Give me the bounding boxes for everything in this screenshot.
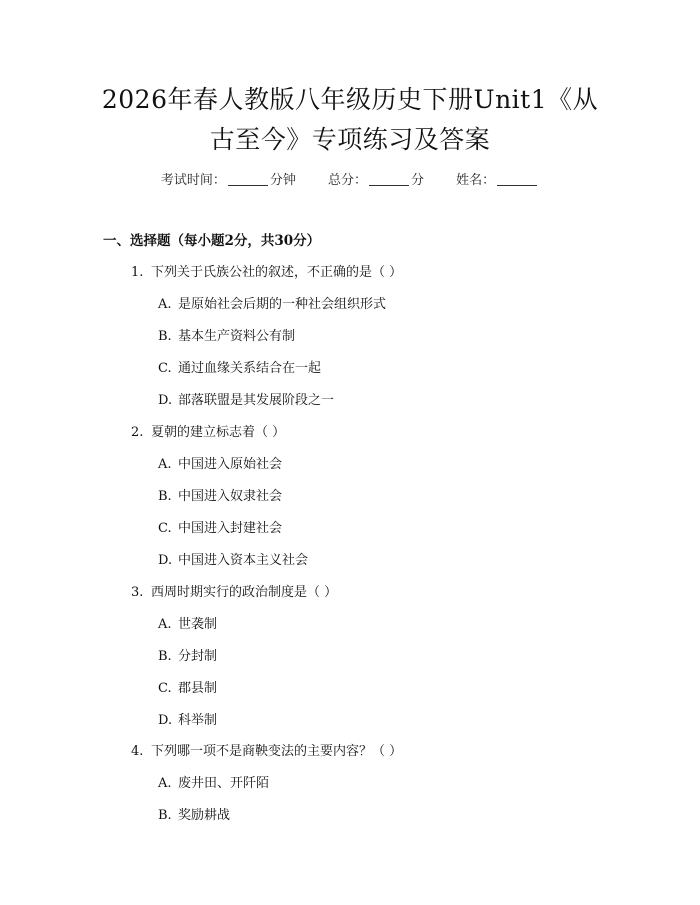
question-number: 1. — [131, 265, 144, 280]
question-text: 夏朝的建立标志着（ ） — [151, 425, 286, 440]
question-number: 4. — [131, 744, 144, 759]
option-letter: A. — [158, 617, 172, 632]
option-text: 是原始社会后期的一种社会组织形式 — [178, 297, 387, 312]
question-2-option-b — [158, 485, 282, 504]
question-1-option-c — [158, 357, 321, 376]
document-title-line-1: 2026年春人教版八年级历史下册Unit1《从 — [101, 85, 599, 114]
option-letter: B. — [158, 808, 172, 823]
option-text: 分封制 — [178, 649, 218, 664]
option-letter: C. — [158, 361, 172, 376]
question-3-option-a — [158, 613, 217, 632]
question-2-option-a — [158, 453, 282, 472]
question-number: 3. — [131, 585, 144, 600]
question-1-option-a — [158, 293, 386, 312]
exam-meta-row — [0, 169, 700, 188]
option-letter: D. — [158, 553, 173, 568]
option-text: 科举制 — [178, 713, 218, 728]
option-text: 通过血缘关系结合在一起 — [178, 361, 322, 376]
option-letter: A. — [158, 776, 172, 791]
total-score-field — [328, 169, 424, 188]
question-text: 下列关于氏族公社的叙述，不正确的是（ ） — [151, 265, 403, 280]
option-letter: C. — [158, 681, 172, 696]
option-text: 中国进入原始社会 — [178, 457, 283, 472]
question-1 — [131, 261, 402, 280]
question-text: 下列哪一项不是商鞅变法的主要内容？（ ） — [151, 744, 403, 759]
total-score-unit: 分 — [411, 173, 425, 188]
name-label: 姓名： — [456, 173, 496, 188]
option-text: 中国进入资本主义社会 — [178, 553, 309, 568]
question-3-option-b — [158, 645, 217, 664]
total-score-blank — [369, 173, 409, 186]
option-letter: B. — [158, 649, 172, 664]
question-1-option-d — [158, 389, 334, 408]
name-blank — [497, 173, 537, 186]
option-letter: D. — [158, 713, 173, 728]
question-3-option-d — [158, 709, 217, 728]
question-2-option-d — [158, 549, 308, 568]
option-letter: A. — [158, 297, 172, 312]
question-number: 2. — [131, 425, 144, 440]
exam-time-field — [161, 169, 296, 188]
document-title-line-2: 古至今》专项练习及答案 — [209, 125, 491, 154]
exam-time-blank — [228, 173, 268, 186]
option-text: 部落联盟是其发展阶段之一 — [178, 393, 335, 408]
option-text: 废井田、开阡陌 — [178, 776, 270, 791]
option-letter: C. — [158, 521, 172, 536]
option-text: 中国进入奴隶社会 — [178, 489, 283, 504]
name-field — [456, 169, 539, 188]
exam-time-label: 考试时间： — [160, 173, 226, 188]
option-letter: D. — [158, 393, 173, 408]
exam-time-unit: 分钟 — [269, 173, 296, 188]
option-text: 世袭制 — [178, 617, 218, 632]
question-4-option-a — [158, 772, 269, 791]
question-3 — [131, 581, 337, 600]
question-4-option-b — [158, 804, 230, 823]
option-letter: B. — [158, 329, 172, 344]
option-letter: A. — [158, 457, 172, 472]
option-letter: B. — [158, 489, 172, 504]
total-score-label: 总分： — [327, 173, 367, 188]
question-4 — [131, 740, 402, 759]
question-2-option-c — [158, 517, 282, 536]
question-text: 西周时期实行的政治制度是（ ） — [151, 585, 338, 600]
option-text: 中国进入封建社会 — [178, 521, 283, 536]
option-text: 奖励耕战 — [178, 808, 231, 823]
question-3-option-c — [158, 677, 217, 696]
section-title-multiple-choice: 一、选择题（每小题2分，共30分） — [103, 233, 321, 249]
option-text: 基本生产资料公有制 — [178, 329, 296, 344]
question-2 — [131, 421, 285, 440]
option-text: 郡县制 — [178, 681, 218, 696]
question-1-option-b — [158, 325, 295, 344]
